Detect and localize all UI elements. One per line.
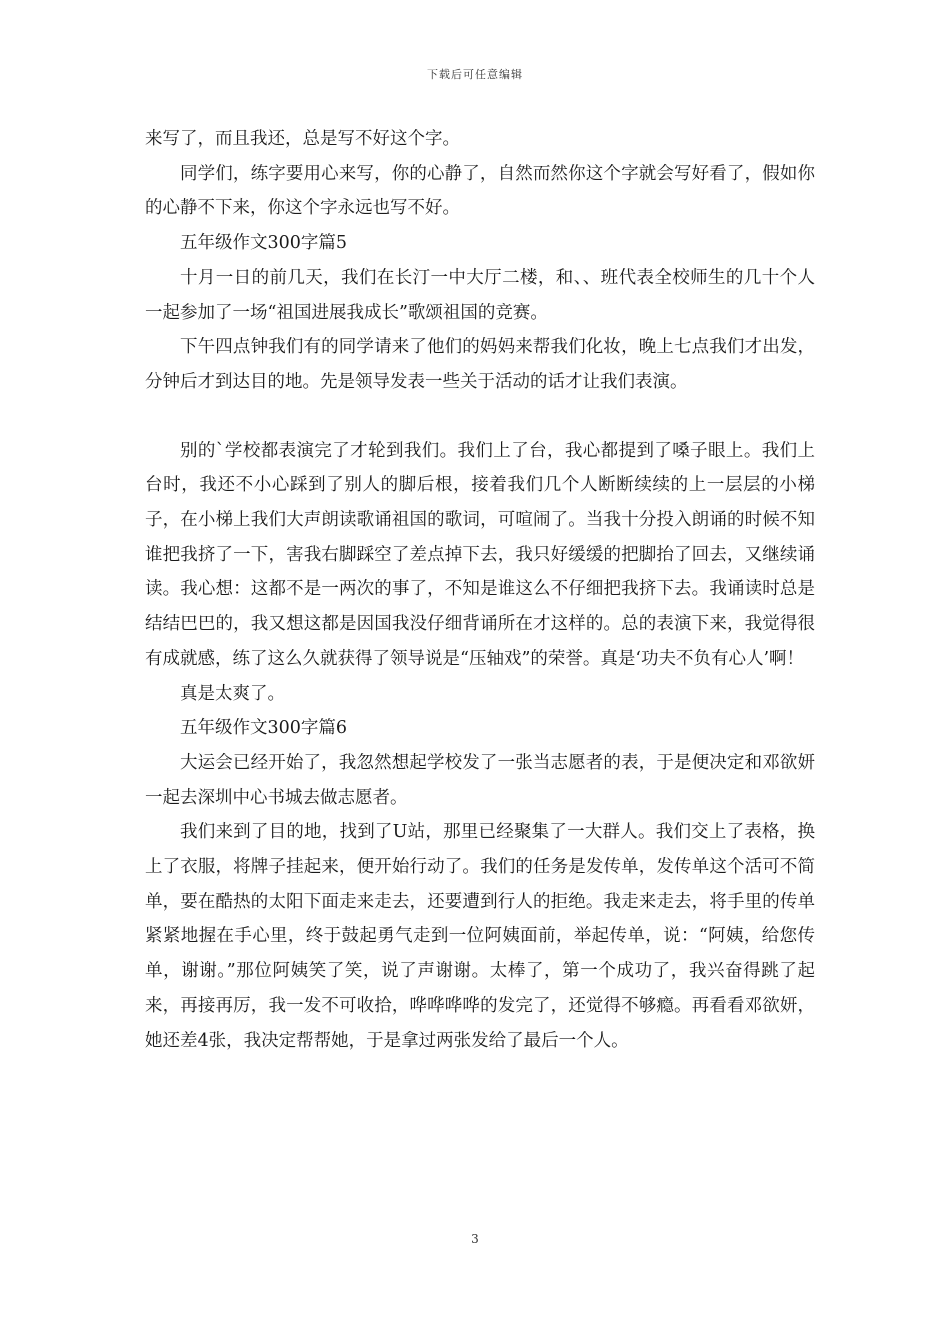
- paragraph-4: 下午四点钟我们有的同学请来了他们的妈妈来帮我们化妆，晚上七点我们才出发，分钟后才到达目的地。先是领导发表一些关于活动的话才让我们表演。: [145, 337, 815, 392]
- page-number: 3: [471, 1232, 479, 1246]
- paragraph-7: 大运会已经开始了，我忽然想起学校发了一张当志愿者的表，于是便决定和邓欲妍一起去深圳中心书城去做志愿者。: [145, 752, 815, 808]
- paragraph-3: 十月一日的前几天，我们在长汀一中大厅二楼，和、、班代表全校师生的几十个人一起参加了一场“祖国进展我成长”歌颂祖国的竞赛。: [145, 267, 815, 323]
- paragraph-1: 来写了，而且我还，总是写不好这个字。: [145, 129, 460, 149]
- paragraph-5: 别的`学校都表演完了才轮到我们。我们上了台，我心都提到了嗓子眼上。我们上台时，我还不小心踩到了别人的脚后根，接着我们几个人断断续续的上一层层的小梯子，在小梯上我们大声朗读歌诵祖国的歌词，可喧闹了。当我十分投入朗诵的时候不知谁把我挤了一下，害我右脚踩空了差点掉下去，我只好缓缓的把脚抬了回去，又继续诵读。我心想：这都不是一两次的事了，不知是谁这么不仔细把我挤下去。我诵读时总是结结巴巴的，我又想这都是因国我没仔细背诵所在才这样的。总的表演下来，我觉得很有成就感，练了这么久就获得了领导说是“压轴戏”的荣誉。真是‘功夫不负有心人’啊！: [145, 440, 815, 669]
- section-heading-5: 五年级作文300字篇5: [180, 233, 348, 254]
- document-body: [145, 122, 815, 1058]
- section-heading-6: 五年级作文300字篇6: [180, 718, 348, 739]
- paragraph-gap: [145, 400, 815, 434]
- paragraph-2: 同学们，练字要用心来写，你的心静了，自然而然你这个字就会写好看了，假如你的心静不下来，你这个字永远也写不好。: [145, 163, 815, 219]
- page-header: 下载后可任意编辑: [427, 68, 523, 81]
- paragraph-6: 真是太爽了。: [180, 683, 285, 704]
- paragraph-8: 我们来到了目的地，找到了U站，那里已经聚集了一大群人。我们交上了表格，换上了衣服，将牌子挂起来，便开始行动了。我们的任务是发传单，发传单这个活可不简单，要在酷热的太阳下面走来走去，还要遭到行人的拒绝。我走来走去，将手里的传单紧紧地握在手心里，终于鼓起勇气走到一位阿姨面前，举起传单，说：“阿姨，给您传单，谢谢。”那位阿姨笑了笑，说了声谢谢。太棒了，第一个成功了，我兴奋得跳了起来，再接再厉，我一发不可收拾，哗哗哗哗的发完了，还觉得不够瘾。再看看邓欲妍，她还差4张，我决定帮帮她，于是拿过两张发给了最后一个人。: [145, 822, 815, 1051]
